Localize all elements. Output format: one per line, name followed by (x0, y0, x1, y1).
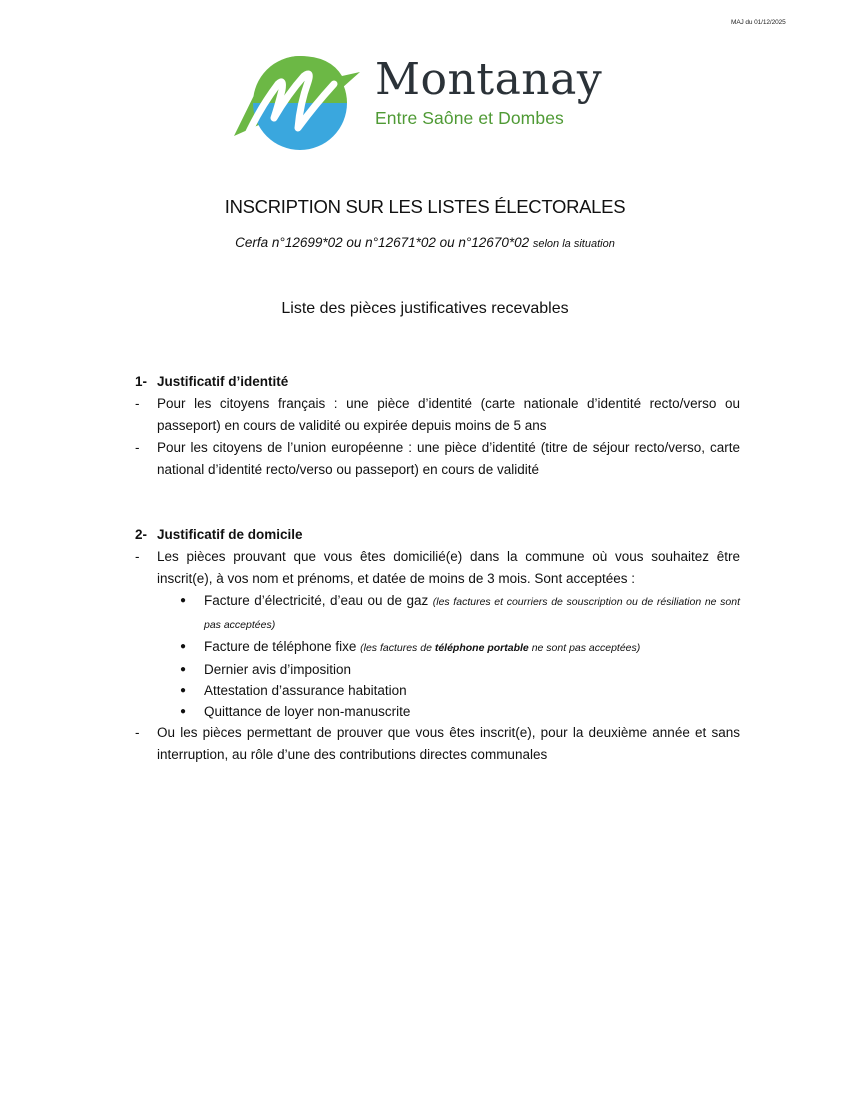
logo-tagline: Entre Saône et Dombes (375, 108, 564, 128)
bullet-text: Quittance de loyer non-manuscrite (204, 704, 411, 719)
list-item (135, 393, 740, 437)
bullet-text-wrap (204, 636, 740, 659)
accepted-documents-list (135, 590, 740, 722)
bullet-item (135, 590, 740, 636)
note-emphasis: téléphone portable (434, 642, 529, 654)
list-item-text: Pour les citoyens de l’union européenne : une pièce d’identité (titre de séjour recto/verso, carte national d’identité recto/verso ou passeport) en cours de validité (157, 440, 740, 477)
bullet-icon: ● (180, 706, 187, 717)
list-item-text: Les pièces prouvant que vous êtes domicilié(e) dans la commune où vous souhaitez être inscrit(e), à vos nom et prénoms, et datée de moins de 3 mois. Sont acceptées : (157, 549, 740, 586)
bullet-icon: ● (180, 595, 187, 606)
dash-marker: - (135, 396, 140, 411)
section-number: 1- (135, 374, 148, 389)
bullet-icon: ● (180, 685, 187, 696)
list-item (135, 722, 740, 766)
bullet-item (135, 636, 740, 659)
list-item (135, 437, 740, 481)
montanay-logo (230, 48, 630, 153)
bullet-note (360, 642, 640, 654)
update-date-note: MAJ du 01/12/2025 (731, 19, 786, 26)
bullet-icon: ● (180, 664, 187, 675)
bullet-note: (les factures et courriers de souscription ou de résiliation ne sont pas acceptées) (204, 596, 740, 631)
page-title: INSCRIPTION SUR LES LISTES ÉLECTORALES (224, 196, 626, 217)
cerfa-subtitle (0, 235, 850, 250)
section-title-text: Justificatif de domicile (157, 527, 303, 542)
bullet-text: Facture de téléphone fixe (204, 639, 357, 654)
bullet-text: Dernier avis d’imposition (204, 662, 352, 677)
list-heading: Liste des pièces justificatives recevables (281, 300, 569, 317)
note-suffix: ne sont pas acceptées) (531, 642, 641, 654)
list-item-text: Pour les citoyens français : une pièce d’identité (carte nationale d’identité recto/verso ou passeport) en cours de validité ou expirée depuis moins de 5 ans (157, 396, 740, 433)
cerfa-situation-note: selon la situation (532, 238, 615, 250)
section-title (135, 371, 740, 393)
cerfa-numbers: Cerfa n°12699*02 ou n°12671*02 ou n°12670*02 (235, 235, 530, 250)
logo-name: Montanay (375, 54, 603, 105)
list-item (135, 546, 740, 590)
bullet-text-wrap (204, 590, 740, 636)
bullet-icon: ● (180, 641, 187, 652)
section-title-text: Justificatif d’identité (157, 374, 289, 389)
section-title (135, 524, 740, 546)
section-identity (135, 371, 740, 481)
note-prefix: (les factures de (360, 642, 432, 654)
montanay-logo-emblem-icon (230, 48, 365, 153)
bullet-text: Facture d’électricité, d’eau ou de gaz (204, 593, 429, 608)
list-item-text: Ou les pièces permettant de prouver que vous êtes inscrit(e), pour la deuxième année et sans interruption, au rôle d’une des contributions directes communales (157, 725, 740, 762)
section-domicile (135, 524, 740, 766)
bullet-item (135, 680, 740, 701)
dash-marker: - (135, 440, 140, 455)
section-number: 2- (135, 527, 148, 542)
bullet-text: Attestation d’assurance habitation (204, 683, 407, 698)
dash-marker: - (135, 549, 140, 564)
bullet-item (135, 701, 740, 722)
bullet-item (135, 659, 740, 680)
dash-marker: - (135, 725, 140, 740)
